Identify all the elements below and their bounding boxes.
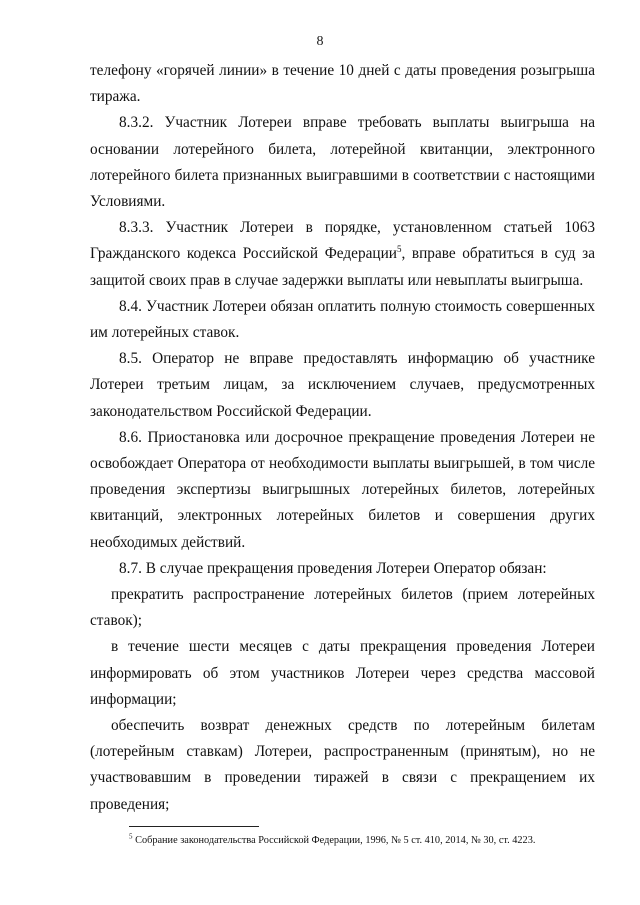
paragraph-continuation: телефону «горячей линии» в течение 10 дней с даты проведения розыгрыша тиража. bbox=[90, 62, 595, 106]
document-body bbox=[90, 58, 595, 818]
footnote bbox=[129, 834, 589, 848]
paragraph-8-4: 8.4. Участник Лотереи обязан оплатить полную стоимость совершенных им лотерейных ставок. bbox=[90, 297, 595, 342]
paragraph-8-3-2: 8.3.2. Участник Лотереи вправе требовать выплаты выигрыша на основании лотерейного билета, лотерейной квитанции, электронного лотерейного билета признанных выигравшими в соответствии с настоящими Условиями. bbox=[90, 114, 595, 211]
footnote-marker: 5 bbox=[129, 832, 133, 841]
footnote-divider bbox=[129, 826, 259, 827]
footnote-reference: 5 bbox=[396, 244, 402, 255]
paragraph-8-7: 8.7. В случае прекращения проведения Лотереи Оператор обязан: bbox=[119, 559, 547, 577]
paragraph-8-3-3-text-before: 8.3.3. Участник Лотереи в порядке, установленном статьей 1063 Гражданского кодекса Российской Федерации bbox=[90, 219, 595, 263]
list-item-stop-distribution: прекратить распространение лотерейных билетов (прием лотерейных ставок); bbox=[90, 586, 595, 630]
footnote-text: Собрание законодательства Российской Федерации, 1996, № 5 ст. 410, 2014, № 30, ст. 4223. bbox=[132, 835, 536, 846]
paragraph-8-6: 8.6. Приостановка или досрочное прекращение проведения Лотереи не освобождает Оператора от необходимости выплаты выигрышей, в том числе проведения экспертизы выигрышных лотерейных билетов, лотерейных квитанций, электронных лотерейных билетов и совершения других необходимых действий. bbox=[90, 428, 595, 551]
page-number: 8 bbox=[316, 34, 324, 49]
paragraph-8-5: 8.5. Оператор не вправе предоставлять информацию об участнике Лотереи третьим лицам, за исключением случаев, предусмотренных законодательством Российской Федерации. bbox=[90, 350, 595, 420]
paragraph-8-3-3-text-after: , вправе обратиться в суд за защитой своих прав в случае задержки выплаты или невыплаты выигрыша. bbox=[90, 245, 596, 289]
list-item-refund-funds: обеспечить возврат денежных средств по лотерейным билетам (лотерейным ставкам) Лотереи, распространенным (принятым), но не участвовавшим в проведении тиражей в связи с прекращением их проведения; bbox=[90, 717, 595, 813]
list-item-inform-participants: в течение шести месяцев с даты прекращения проведения Лотереи информировать об этом участников Лотереи через средства массовой информации; bbox=[90, 638, 595, 708]
paragraph-8-3-3 bbox=[90, 215, 595, 294]
